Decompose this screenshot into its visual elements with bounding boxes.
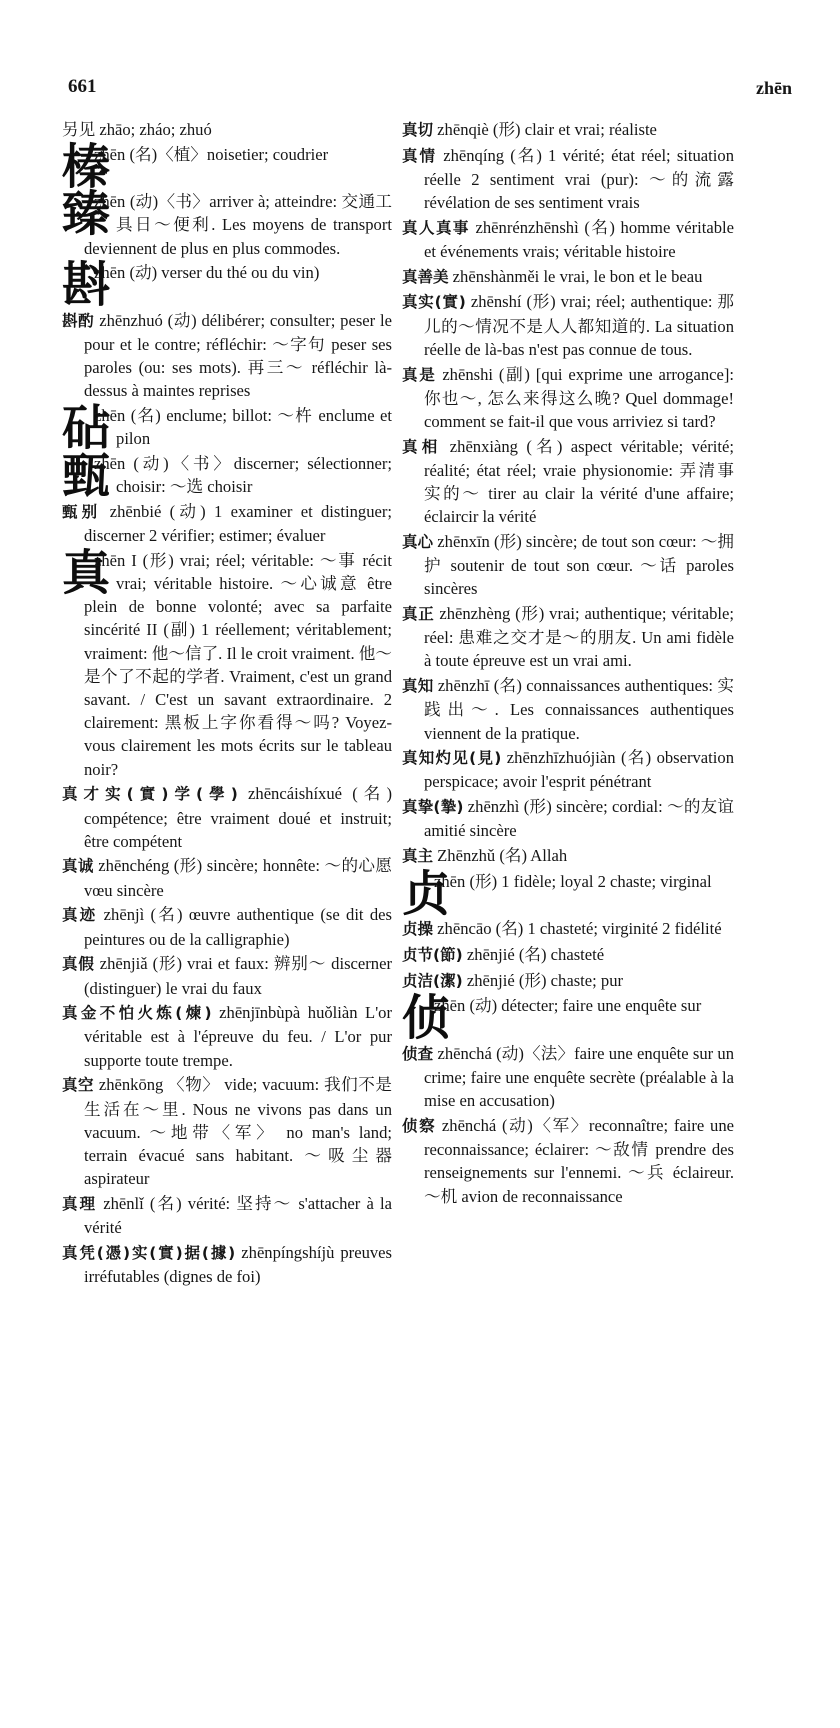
dictionary-main-entry — [62, 186, 392, 260]
entry-definition: zhēn (动) verser du thé ou du vin) — [94, 263, 320, 283]
entry-definition: zhēnzhuó (动) délibérer; consulter; peser le pour et le contre; réfléchir: ～字句 peser ses paroles (ou: ses mots). 再三～ réfléchir là-dessus à maintes reprises — [84, 310, 392, 401]
headword: 真理 — [62, 1194, 98, 1213]
entry-definition: zhēncáishíxué (名) compétence; être vraiment doué et instruit; être compétent — [84, 784, 392, 851]
dictionary-entry — [62, 903, 392, 950]
headword: 真迹 — [62, 906, 98, 925]
headword: 真主 — [402, 847, 434, 866]
entry-definition: zhēn (名) enclume; billot: ～杵 enclume et pilon — [94, 406, 392, 449]
headword: 真心 — [402, 532, 434, 551]
headword: 真挚(摯) — [402, 798, 464, 817]
headword: 真相 — [402, 437, 442, 456]
dictionary-entry — [62, 782, 392, 853]
headword: 真空 — [62, 1076, 95, 1095]
headword: 甄别 — [62, 502, 102, 521]
entry-definition: zhēnjié (形) chaste; pur — [466, 970, 624, 990]
entry-definition: zhēn (动) détecter; faire une enquête sur — [434, 996, 702, 1016]
headword: 真假 — [62, 955, 95, 974]
dictionary-entry — [402, 530, 734, 601]
headword: 真金不怕火炼(煉) — [62, 1004, 212, 1023]
dictionary-entry — [402, 144, 734, 215]
entry-definition: zhēnqiè (形) clair et vrai; réaliste — [437, 120, 657, 139]
dictionary-entry — [402, 844, 734, 868]
entry-definition: zhēnzhī (名) connaissances authentiques: 实践出～. Les connaissances authentiques viennent de la pratique. — [424, 676, 734, 743]
headword: 真诚 — [62, 857, 94, 876]
headword: 真是 — [402, 365, 437, 384]
entry-definition: zhēnchá (动)〈军〉reconnaître; faire une reconnaissance; éclairer: ～敌情 prendre des renseignements sur l'ennemi. ～兵 éclaireur. ～机 avion de reconnaissance — [424, 1116, 734, 1206]
dictionary-entry — [62, 1241, 392, 1288]
headword: 斟酌 — [62, 311, 95, 330]
entry-definition: zhēnxiàng (名) aspect véritable; vérité; réalité; état réel; vraie physionomie: 弄清事实的～ tirer au clair la vérité d'une affaire; éclaircir la vérité — [424, 436, 734, 527]
headword-character: 榛 — [62, 138, 111, 195]
entry-definition: zhēnbié (动) 1 examiner et distinguer; discerner 2 vérifier; estimer; évaluer — [84, 501, 392, 546]
dictionary-main-entry — [62, 138, 392, 195]
entry-definition: zhēn (动)〈书〉arriver à; atteindre: 交通工具日～便利. Les moyens de transport deviennent de plus en plus commodes. — [84, 192, 392, 258]
entry-definition: zhēnzhīzhuójiàn (名) observation perspicace; avoir l'esprit pénétrant — [424, 748, 734, 792]
entry-definition: zhēnzhèng (形) vrai; authentique; véritable; réel: 患难之交才是～的朋友. Un ami fidèle à toute épreuve est un vrai ami. — [424, 604, 734, 671]
entry-definition: Zhēnzhǔ (名) Allah — [437, 846, 568, 866]
headword-character: 臻 — [62, 186, 111, 243]
headword-character: 侦 — [402, 990, 451, 1047]
headword-character: 斟 — [62, 257, 111, 314]
headword: 真知 — [402, 677, 434, 696]
headword: 真才实(實)学(學) — [62, 785, 238, 804]
dictionary-entry — [402, 746, 734, 793]
dictionary-main-entry — [402, 865, 734, 922]
headword: 真人真事 — [402, 218, 470, 237]
headword: 侦察 — [402, 1117, 437, 1136]
dictionary-main-entry — [62, 257, 392, 314]
dictionary-entry — [402, 1114, 734, 1208]
entry-definition: zhēnshi (副) [qui exprime une arrogance]: 你也～, 怎么来得这么晚? Quel dommage! comment se fait-il que vous arriviez si tard? — [424, 364, 734, 431]
dictionary-entry — [402, 118, 734, 142]
headword-character: 甄 — [62, 448, 111, 505]
headword: 真切 — [402, 121, 434, 139]
entry-definition: zhēnxīn (形) sincère; de tout son cœur: ～拥护 soutenir de tout son cœur. ～话 paroles sincères — [424, 531, 734, 599]
left-column — [62, 118, 392, 1290]
dictionary-main-entry — [62, 400, 392, 457]
entry-definition: zhēnrénzhēnshì (名) homme véritable et événements vrais; véritable histoire — [424, 217, 734, 262]
entry-definition: zhēnjiǎ (形) vrai et faux: 辨别～ discerner (distinguer) le vrai du faux — [84, 954, 392, 998]
headword: 贞节(節) — [402, 946, 463, 964]
dictionary-entry — [402, 1042, 734, 1113]
headword: 真凭(憑)实(實)据(據) — [62, 1243, 236, 1262]
dictionary-entry — [62, 952, 392, 999]
dictionary-entry — [402, 290, 734, 361]
entry-definition: zhēnjīnbùpà huǒliàn L'or véritable est à l'épreuve du feu. / L'or pur supporte toute trempe. — [84, 1003, 393, 1070]
entry-definition: zhēnzhì (形) sincère; cordial: ～的友谊 amitié sincère — [424, 797, 734, 841]
right-column — [402, 118, 734, 1209]
dictionary-main-entry — [62, 544, 392, 781]
headword: 真实(實) — [402, 293, 466, 312]
dictionary-entry — [62, 854, 392, 901]
dictionary-entry — [62, 1073, 392, 1190]
dictionary-entry — [402, 674, 734, 745]
entry-definition: zhēnshí (形) vrai; réel; authentique: 那儿的～情况不是人人都知道的. La situation réelle de là-bas n'est pas connue de tous. — [424, 292, 735, 359]
headword: 真正 — [402, 605, 435, 624]
entry-definition: zhēnjì (名) œuvre authentique (se dit des peintures ou de la calligraphie) — [84, 905, 392, 949]
entry-definition: 另见 zhāo; zháo; zhuó — [62, 120, 212, 139]
headword: 真善美 — [402, 267, 449, 286]
entry-definition: zhēnchá (动)〈法〉faire une enquête sur un crime; faire une enquête secrète (préalable à la mise en accusation) — [424, 1043, 734, 1111]
headword: 贞洁(潔) — [402, 971, 463, 990]
headword: 侦查 — [402, 1044, 434, 1063]
entry-definition: zhēnpíngshíjù preuves irréfutables (dignes de foi) — [84, 1242, 392, 1286]
entry-definition: zhēnkōng 〈物〉 vide; vacuum: 我们不是生活在～里. Nous ne vivons pas dans un vacuum. ～地带〈军〉 no man's land; terrain évacué sans habitant. ～吸尘器 aspirateur — [84, 1075, 392, 1189]
headword: 真知灼见(見) — [402, 749, 502, 768]
dictionary-entry — [402, 917, 734, 941]
dictionary-entry — [62, 1192, 392, 1239]
entry-definition: zhēn I (形) vrai; réel; véritable: ～事 récit vrai; véritable histoire. ～心诚意 être plein de bonne volonté; avec sa parfaite sincérité II (副) 1 réellement; véritablement; vraiment: 他～信了. Il le croit vraiment. 他～是个了不起的学者. Vraiment, c'est un grand savant. / C'est un savant extraordinaire. 2 clairement: 黑板上字你看得～吗? Voyez-vous clairement les mots écrits sur le tableau noir? — [84, 550, 392, 779]
dictionary-entry — [62, 500, 392, 547]
headword: 贞操 — [402, 920, 434, 939]
dictionary-entry — [62, 309, 392, 403]
entry-definition: zhēnshànměi le vrai, le bon et le beau — [452, 266, 703, 286]
entry-definition: zhēnqíng (名) 1 vérité; état réel; situation réelle 2 sentiment vrai (pur): ～的流露 révélation de ses sentiment vrais — [424, 145, 734, 213]
page-number: 661 — [68, 76, 97, 97]
dictionary-main-entry — [62, 448, 392, 505]
headword: 真情 — [402, 146, 438, 165]
entry-definition: zhēn (名)〈植〉noisetier; coudrier — [94, 144, 329, 164]
dictionary-entry — [402, 435, 734, 529]
dictionary-entry — [402, 795, 734, 842]
running-head: zhēn — [756, 78, 792, 98]
entry-definition: zhēn (动)〈书〉discerner; sélectionner; choisir: ～选 choisir — [94, 454, 392, 497]
dictionary-main-entry — [402, 990, 734, 1047]
entry-definition: zhēnchéng (形) sincère; honnête: ～的心愿 vœu sincère — [84, 856, 392, 900]
headword-character: 砧 — [62, 400, 111, 457]
dictionary-entry — [402, 943, 734, 967]
dictionary-entry — [402, 216, 734, 263]
dictionary-entry — [402, 969, 734, 993]
dictionary-entry — [402, 265, 734, 289]
headword-character: 真 — [62, 544, 111, 601]
entry-definition: zhēncāo (名) 1 chasteté; virginité 2 fidélité — [437, 919, 722, 939]
headword-character: 贞 — [402, 865, 451, 922]
dictionary-entry — [62, 118, 392, 141]
entry-definition: zhēn (形) 1 fidèle; loyal 2 chaste; virginal — [434, 871, 712, 891]
entry-definition: zhēnlǐ (名) vérité: 坚持～ s'attacher à la vérité — [84, 1193, 392, 1238]
dictionary-entry — [402, 363, 734, 434]
entry-definition: zhēnjié (名) chasteté — [466, 945, 605, 964]
dictionary-entry — [62, 1001, 392, 1072]
dictionary-entry — [402, 602, 734, 673]
